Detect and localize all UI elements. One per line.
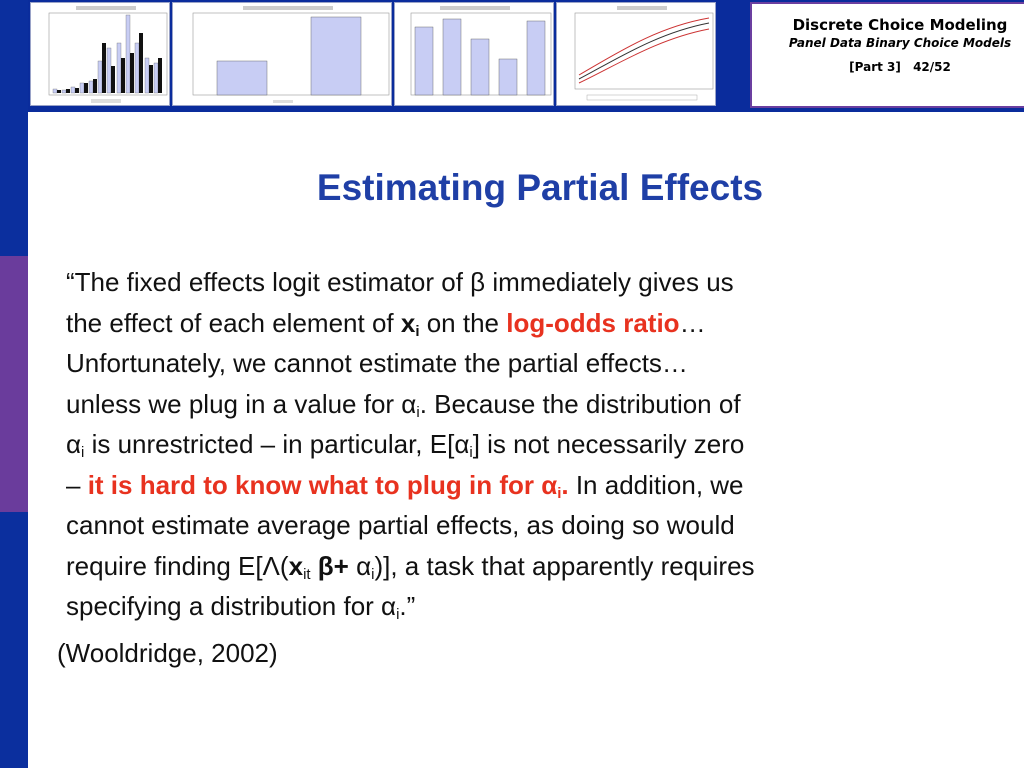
beta-plus-symbol: β+ bbox=[310, 550, 349, 581]
quote-text: … bbox=[679, 307, 706, 338]
quote-line bbox=[66, 424, 986, 465]
part-label: [Part 3] bbox=[849, 60, 901, 74]
highlight-log-odds-ratio: log-odds ratio bbox=[506, 307, 680, 338]
left-accent-bar bbox=[0, 0, 28, 768]
part-and-slide-number bbox=[752, 60, 1024, 74]
quote-text: – bbox=[66, 469, 88, 500]
beta-symbol: β bbox=[470, 267, 486, 297]
thumbnail-chart-graphic bbox=[557, 3, 716, 106]
alpha-symbol: α bbox=[66, 429, 82, 459]
quote-line bbox=[66, 384, 986, 425]
subscript: i bbox=[416, 403, 420, 421]
thumbnail-chart-graphic bbox=[31, 3, 170, 106]
line-plot-thumbnail bbox=[556, 2, 716, 106]
quote-text: immediately gives us bbox=[485, 267, 734, 297]
course-title-box bbox=[750, 2, 1024, 108]
quote-text: . Because the distribution of bbox=[419, 388, 741, 419]
x-vector-symbol: x bbox=[400, 307, 416, 338]
thumbnail-chart-graphic bbox=[395, 3, 554, 106]
bar-chart-thumbnail bbox=[30, 2, 170, 106]
quote-block bbox=[66, 262, 986, 627]
quote-line bbox=[66, 262, 986, 303]
highlight-period: . bbox=[561, 469, 569, 500]
x-vector-symbol: x bbox=[288, 550, 304, 581]
quote-text: on the bbox=[419, 307, 507, 338]
subscript: i bbox=[557, 484, 562, 502]
alpha-symbol: α bbox=[348, 550, 372, 581]
subscript: i bbox=[81, 444, 85, 461]
quote-line bbox=[66, 303, 986, 344]
subscript: it bbox=[303, 565, 311, 583]
quote-line bbox=[66, 546, 986, 587]
quote-line: cannot estimate average partial effects, as doing so would bbox=[66, 510, 735, 540]
quote-text: “The fixed effects logit estimator of bbox=[66, 267, 471, 297]
quote-line: Unfortunately, we cannot estimate the partial effects… bbox=[66, 348, 688, 378]
left-bar-segment-middle bbox=[0, 256, 28, 512]
quote-line bbox=[66, 586, 986, 627]
quote-text: .” bbox=[399, 591, 416, 621]
subscript: i bbox=[371, 565, 375, 583]
quote-text: )], a task that apparently requires bbox=[374, 550, 755, 581]
highlight-hard-to-know: it is hard to know what to plug in for α bbox=[87, 469, 558, 500]
header-banner bbox=[28, 0, 1024, 112]
subscript: i bbox=[469, 444, 473, 461]
course-subtitle: Panel Data Binary Choice Models bbox=[788, 36, 1012, 50]
slide-number: 42/52 bbox=[913, 60, 951, 74]
bar-chart-thumbnail bbox=[394, 2, 554, 106]
left-bar-segment-top bbox=[0, 0, 28, 256]
quote-text: the effect of each element of bbox=[66, 307, 401, 338]
quote-text: specifying a distribution for α bbox=[66, 591, 397, 621]
quote-text: ] is not necessarily zero bbox=[472, 429, 745, 459]
quote-text: require finding E[Λ( bbox=[66, 550, 289, 581]
quote-line bbox=[66, 465, 986, 506]
quote-text: In addition, we bbox=[568, 469, 744, 500]
bar-chart-thumbnail bbox=[172, 2, 392, 106]
course-title: Discrete Choice Modeling bbox=[792, 16, 1008, 34]
quote-text: unless we plug in a value for α bbox=[66, 388, 417, 419]
slide-title: Estimating Partial Effects bbox=[316, 167, 764, 208]
subscript: i bbox=[396, 606, 400, 623]
quote-text: is unrestricted – in particular, E[α bbox=[84, 429, 470, 459]
citation: (Wooldridge, 2002) bbox=[57, 638, 278, 668]
subscript: i bbox=[415, 322, 420, 340]
left-bar-segment-bottom bbox=[0, 512, 28, 768]
thumbnail-chart-graphic bbox=[173, 3, 392, 106]
